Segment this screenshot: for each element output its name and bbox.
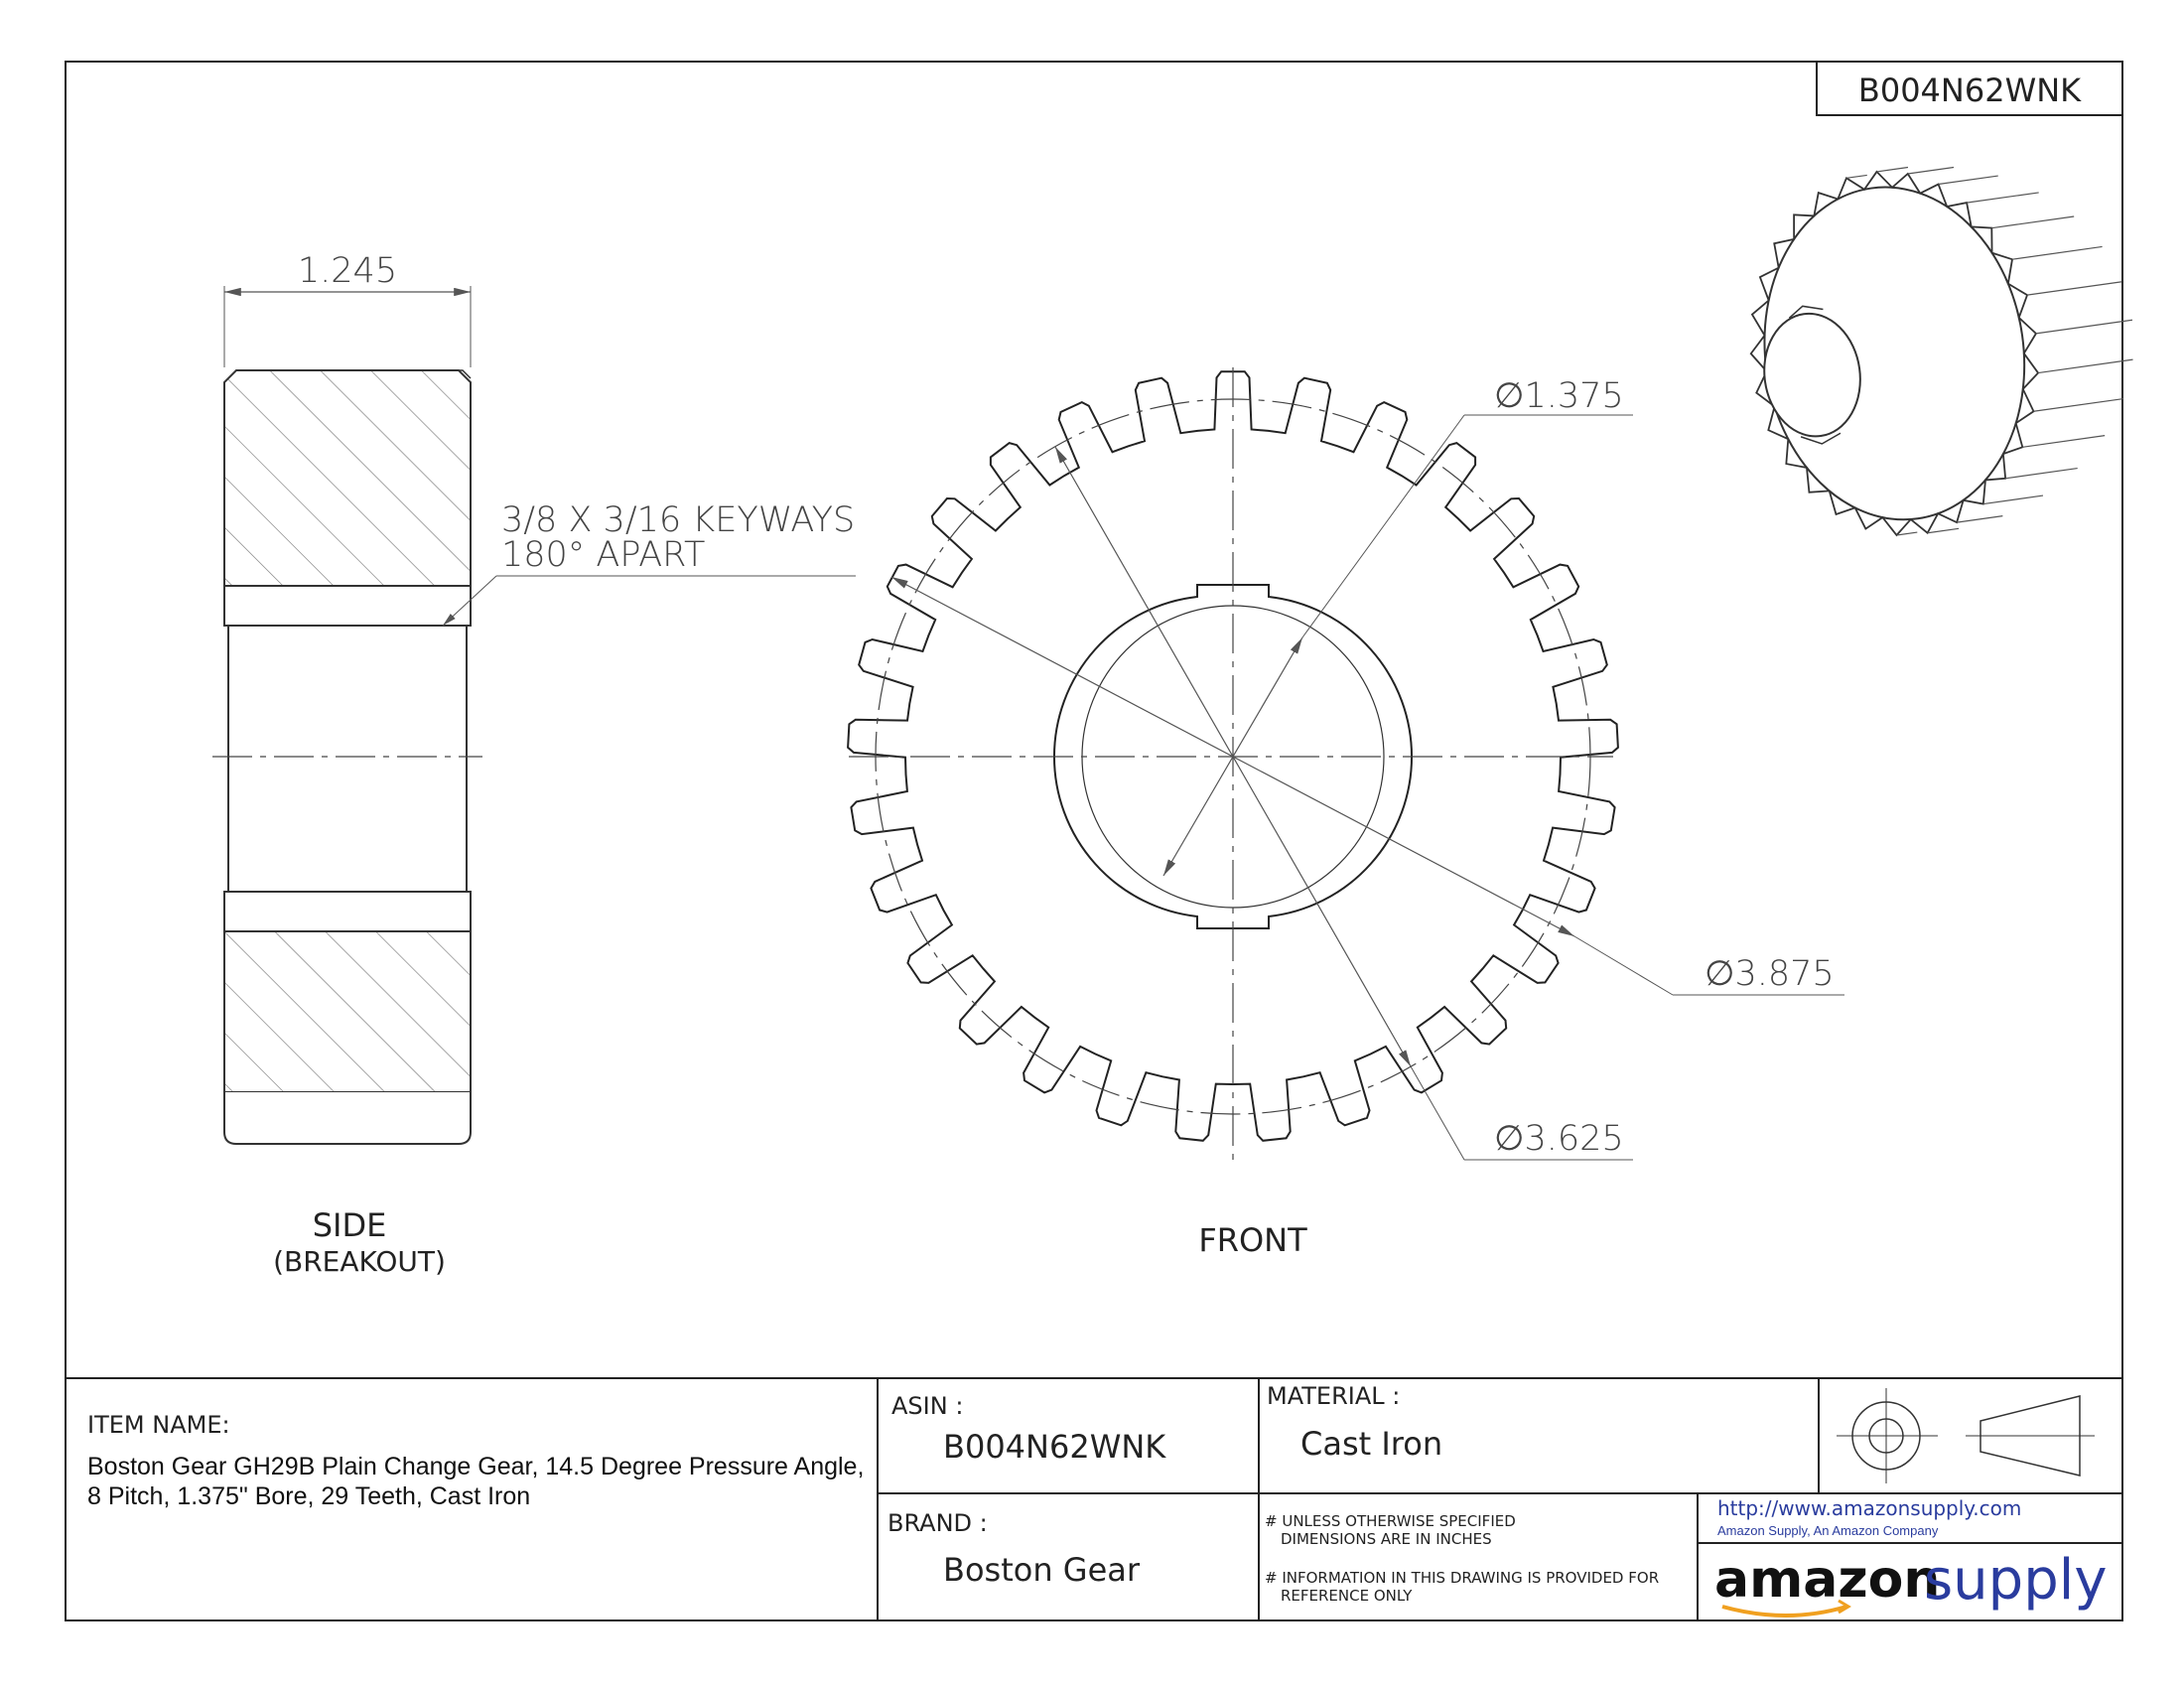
front-view <box>848 367 1844 1259</box>
asin-label: ASIN : <box>891 1392 964 1420</box>
item-name-line1: Boston Gear GH29B Plain Change Gear, 14.5 Degree Pressure Angle, <box>87 1453 865 1480</box>
title-block <box>66 1378 2122 1620</box>
outside-diameter-dimension: ∅3.875 <box>1705 954 1835 994</box>
side-bore <box>228 626 467 892</box>
note-reference-line2: REFERENCE ONLY <box>1281 1587 1413 1605</box>
isometric-view <box>1728 139 2158 553</box>
iso-tooth-faces <box>1846 139 2158 537</box>
third-angle-projection-symbol <box>1837 1388 2095 1483</box>
side-width-dimension: 1.245 <box>297 251 398 291</box>
material-label: MATERIAL : <box>1267 1382 1401 1410</box>
side-bottom-section <box>224 931 471 1092</box>
material-value: Cast Iron <box>1300 1425 1443 1463</box>
amazon-supply-logo <box>1714 1548 2107 1616</box>
side-view-sublabel: (BREAKOUT) <box>273 1245 446 1278</box>
company-url[interactable]: http://www.amazonsupply.com <box>1717 1496 2022 1520</box>
side-top-section <box>224 370 471 586</box>
brand-value: Boston Gear <box>943 1551 1141 1589</box>
item-name-label: ITEM NAME: <box>87 1411 230 1439</box>
side-view <box>212 251 482 1278</box>
part-number-box <box>1817 62 2122 115</box>
iso-bore <box>1756 308 1867 443</box>
side-view-label: SIDE <box>312 1206 387 1244</box>
note-units-line2: DIMENSIONS ARE IN INCHES <box>1281 1530 1492 1548</box>
keyway-note-line2: 180° APART <box>501 535 706 575</box>
bore-dimension: ∅1.375 <box>1494 376 1624 416</box>
svg-text:amazon: amazon <box>1714 1550 1941 1610</box>
note-units-line1: # UNLESS OTHERWISE SPECIFIED <box>1265 1512 1516 1530</box>
item-name-line2: 8 Pitch, 1.375" Bore, 29 Teeth, Cast Iron <box>87 1482 531 1510</box>
svg-text:supply: supply <box>1924 1548 2108 1613</box>
keyway-note-line1: 3/8 X 3/16 KEYWAYS <box>501 500 856 540</box>
company-tagline: Amazon Supply, An Amazon Company <box>1717 1523 1939 1538</box>
part-number-label: B004N62WNK <box>1857 71 2082 109</box>
pitch-diameter-dimension: ∅3.625 <box>1494 1119 1624 1159</box>
note-reference-line1: # INFORMATION IN THIS DRAWING IS PROVIDED FOR <box>1265 1569 1660 1587</box>
asin-value: B004N62WNK <box>943 1428 1166 1466</box>
brand-label: BRAND : <box>887 1509 988 1537</box>
front-view-label: FRONT <box>1198 1221 1307 1259</box>
keyway-note <box>443 500 856 626</box>
